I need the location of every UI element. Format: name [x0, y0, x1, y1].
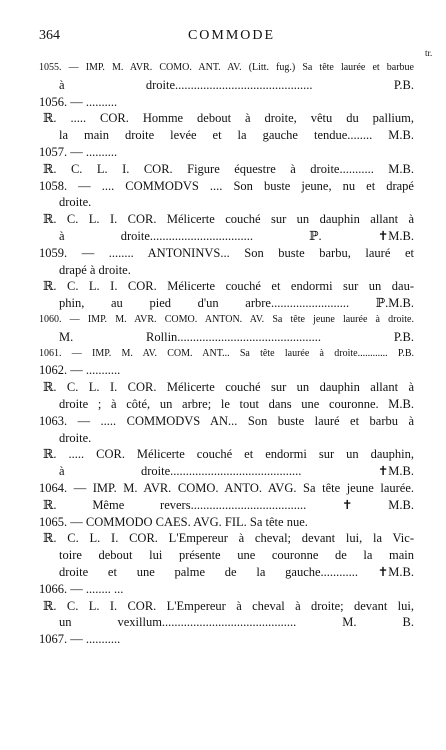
text-line: 1057. — ..........	[39, 144, 118, 159]
text-line: droite.	[59, 430, 92, 445]
page-number: 364	[39, 28, 60, 43]
margin-note: tr.	[425, 48, 433, 58]
text-line: 1067. — ...........	[39, 632, 121, 647]
text-line: ℝ. C. L. I. COR. Mélicerte couché et endormi sur un dau-	[43, 279, 414, 294]
page-header	[39, 28, 424, 48]
text-line: 1055. — IMP. M. AVR. COMO. ANT. AV. (Litt. fug.) Sa tête laurée et barbue	[39, 62, 414, 73]
text-line: drapé à droite.	[59, 262, 131, 277]
text-line: toire debout lui présente une couronne de la main	[59, 548, 414, 563]
text-line: droite ; à côté, un arbre; le tout dans une couronne. M.B.	[59, 396, 414, 411]
text-line: 1061. — IMP. M. AV. COM. ANT... Sa tête laurée à droite............ P.B.	[39, 347, 414, 359]
page-title: COMMODE	[187, 28, 276, 43]
text-line: un vexillum........................................... M. B.	[59, 615, 414, 630]
text-line: ℝ. C. L. I. COR. Mélicerte couché sur un dauphin allant à	[43, 212, 414, 227]
text-line: à droite.......................................... ✝M.B.	[59, 464, 414, 479]
catalogue-text	[39, 60, 414, 648]
text-line: à droite................................. ℙ. ✝M.B.	[59, 228, 414, 243]
text-line: phin, au pied d'un arbre......................... ℙ.M.B.	[59, 296, 414, 311]
text-line: 1060. — IMP. M. AVR. COMO. ANTON. AV. Sa tête jeune laurée à droite.	[39, 313, 414, 325]
text-line: M. Rollin.............................................. P.B.	[59, 329, 414, 344]
text-line: la main droite levée et la gauche tendue........ M.B.	[59, 128, 414, 143]
text-line: 1063. — ..... COMMODVS AN... Son buste lauré et barbu à	[39, 413, 414, 428]
text-line: droite.	[59, 195, 92, 210]
text-line: 1064. — IMP. M. AVR. COMO. ANTO. AVG. Sa tête jeune laurée.	[39, 480, 414, 495]
text-line: ℝ. ..... COR. Homme debout à droite, vêtu du pallium,	[43, 111, 414, 126]
text-line: 1058. — .... COMMODVS .... Son buste jeune, nu et drapé	[39, 178, 414, 193]
text-line: 1062. — ...........	[39, 363, 121, 378]
text-line: 1056. — ..........	[39, 94, 118, 109]
text-line: ℝ. C. L. I. COR. L'Empereur à cheval; devant lui, la Vic-	[43, 531, 414, 546]
text-line: ℝ. C. L. I. COR. Figure équestre à droite........... M.B.	[43, 161, 414, 176]
text-line: droite et une palme de la gauche............ ✝M.B.	[59, 564, 414, 579]
text-line: 1066. — ........ ...	[39, 581, 124, 596]
text-line: ℝ. Même revers..................................... ✝ M.B.	[43, 497, 414, 512]
text-line: ℝ. ..... COR. Mélicerte couché et endormi sur un dauphin,	[43, 447, 414, 462]
text-line: à droite............................................ P.B.	[59, 77, 414, 92]
text-line: ℝ. C. L. I. COR. L'Empereur à cheval à droite; devant lui,	[43, 598, 414, 613]
text-line: 1059. — ........ ANTONINVS... Son buste barbu, lauré et	[39, 245, 414, 260]
text-line: 1065. — COMMODO CAES. AVG. FIL. Sa tête nue.	[39, 514, 308, 529]
text-line: ℝ. C. L. I. COR. Mélicerte couché sur un dauphin allant à	[43, 380, 414, 395]
